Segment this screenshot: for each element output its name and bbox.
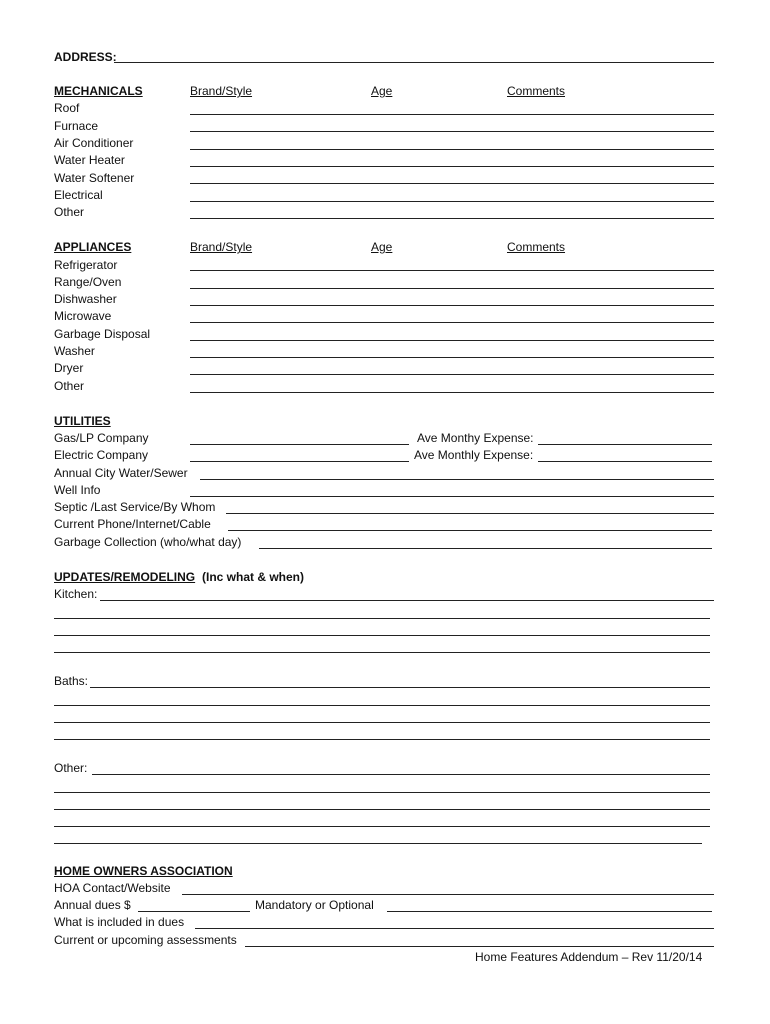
gas-company-line[interactable] [190, 444, 409, 445]
mechanicals-row-line[interactable] [190, 149, 714, 150]
baths-line[interactable] [54, 705, 710, 706]
other-updates-line[interactable] [54, 809, 710, 810]
electric-expense-label: Ave Monthly Expense: [414, 448, 534, 462]
address-input-line[interactable] [114, 62, 714, 63]
appliances-row-label: Dishwasher [54, 292, 117, 306]
well-info-label: Well Info [54, 483, 101, 497]
phone-internet-line[interactable] [228, 530, 712, 531]
annual-dues-line[interactable] [138, 911, 250, 912]
hoa-contact-label: HOA Contact/Website [54, 881, 171, 895]
mandatory-optional-label: Mandatory or Optional [255, 898, 374, 912]
appliances-row-label: Refrigerator [54, 258, 118, 272]
mechanicals-row-label: Other [54, 205, 85, 219]
appliances-heading: APPLIANCES [54, 240, 132, 254]
hoa-contact-line[interactable] [182, 894, 714, 895]
dues-included-label: What is included in dues [54, 915, 185, 929]
baths-line[interactable] [54, 722, 710, 723]
phone-internet-label: Current Phone/Internet/Cable [54, 517, 211, 531]
mechanicals-row-line[interactable] [190, 166, 714, 167]
gas-expense-line[interactable] [538, 444, 712, 445]
mandatory-optional-line[interactable] [387, 911, 712, 912]
mechanicals-col-brand: Brand/Style [190, 84, 253, 98]
mechanicals-row-label: Roof [54, 101, 80, 115]
appliances-row-label: Range/Oven [54, 275, 122, 289]
kitchen-line[interactable] [54, 618, 710, 619]
baths-label: Baths: [54, 674, 89, 688]
gas-expense-label: Ave Monthy Expense: [417, 431, 534, 445]
kitchen-label: Kitchen: [54, 587, 98, 601]
electric-company-line[interactable] [190, 461, 409, 462]
appliances-col-age: Age [371, 240, 393, 254]
water-sewer-label: Annual City Water/Sewer [54, 466, 188, 480]
mechanicals-row-label: Furnace [54, 119, 99, 133]
mechanicals-row-label: Water Softener [54, 171, 135, 185]
septic-line[interactable] [226, 513, 714, 514]
mechanicals-row-label: Electrical [54, 188, 103, 202]
mechanicals-heading: MECHANICALS [54, 84, 143, 98]
mechanicals-row-line[interactable] [190, 218, 714, 219]
updates-heading: UPDATES/REMODELING [54, 570, 196, 584]
appliances-row-label: Microwave [54, 309, 112, 323]
appliances-row-line[interactable] [190, 288, 714, 289]
other-updates-line[interactable] [54, 792, 710, 793]
appliances-row-label: Dryer [54, 361, 84, 375]
kitchen-line[interactable] [54, 635, 710, 636]
hoa-heading: HOME OWNERS ASSOCIATION [54, 864, 233, 878]
mechanicals-row-line[interactable] [190, 131, 714, 132]
mechanicals-row-label: Water Heater [54, 153, 125, 167]
electric-expense-line[interactable] [538, 461, 712, 462]
footer-revision: Home Features Addendum – Rev 11/20/14 [475, 950, 703, 964]
address-label: ADDRESS: [54, 50, 117, 64]
mechanicals-row-line[interactable] [190, 114, 714, 115]
appliances-row-line[interactable] [190, 322, 714, 323]
appliances-row-line[interactable] [190, 305, 714, 306]
mechanicals-row-line[interactable] [190, 183, 714, 184]
kitchen-line[interactable] [54, 652, 710, 653]
mechanicals-col-age: Age [371, 84, 393, 98]
septic-label: Septic /Last Service/By Whom [54, 500, 216, 514]
appliances-col-brand: Brand/Style [190, 240, 253, 254]
mechanicals-row-line[interactable] [190, 201, 714, 202]
appliances-row-line[interactable] [190, 392, 714, 393]
appliances-row-label: Garbage Disposal [54, 327, 151, 341]
appliances-row-line[interactable] [190, 270, 714, 271]
annual-dues-label: Annual dues $ [54, 898, 131, 912]
appliances-row-label: Washer [54, 344, 95, 358]
electric-company-label: Electric Company [54, 448, 149, 462]
other-updates-line[interactable] [92, 774, 710, 775]
well-info-line[interactable] [190, 496, 714, 497]
appliances-row-line[interactable] [190, 374, 714, 375]
other-updates-line[interactable] [54, 843, 702, 844]
baths-line[interactable] [54, 739, 710, 740]
appliances-col-comments: Comments [507, 240, 566, 254]
baths-line[interactable] [90, 687, 710, 688]
updates-subheading: (Inc what & when) [202, 570, 304, 584]
appliances-row-label: Other [54, 379, 85, 393]
water-sewer-line[interactable] [200, 479, 714, 480]
dues-included-line[interactable] [195, 928, 714, 929]
assessments-label: Current or upcoming assessments [54, 933, 237, 947]
appliances-row-line[interactable] [190, 340, 714, 341]
utilities-heading: UTILITIES [54, 414, 111, 428]
mechanicals-col-comments: Comments [507, 84, 566, 98]
garbage-line[interactable] [259, 548, 712, 549]
appliances-row-line[interactable] [190, 357, 714, 358]
mechanicals-row-label: Air Conditioner [54, 136, 134, 150]
other-updates-label: Other: [54, 761, 88, 775]
gas-company-label: Gas/LP Company [54, 431, 149, 445]
assessments-line[interactable] [245, 946, 714, 947]
kitchen-line[interactable] [100, 600, 714, 601]
garbage-label: Garbage Collection (who/what day) [54, 535, 242, 549]
other-updates-line[interactable] [54, 826, 710, 827]
